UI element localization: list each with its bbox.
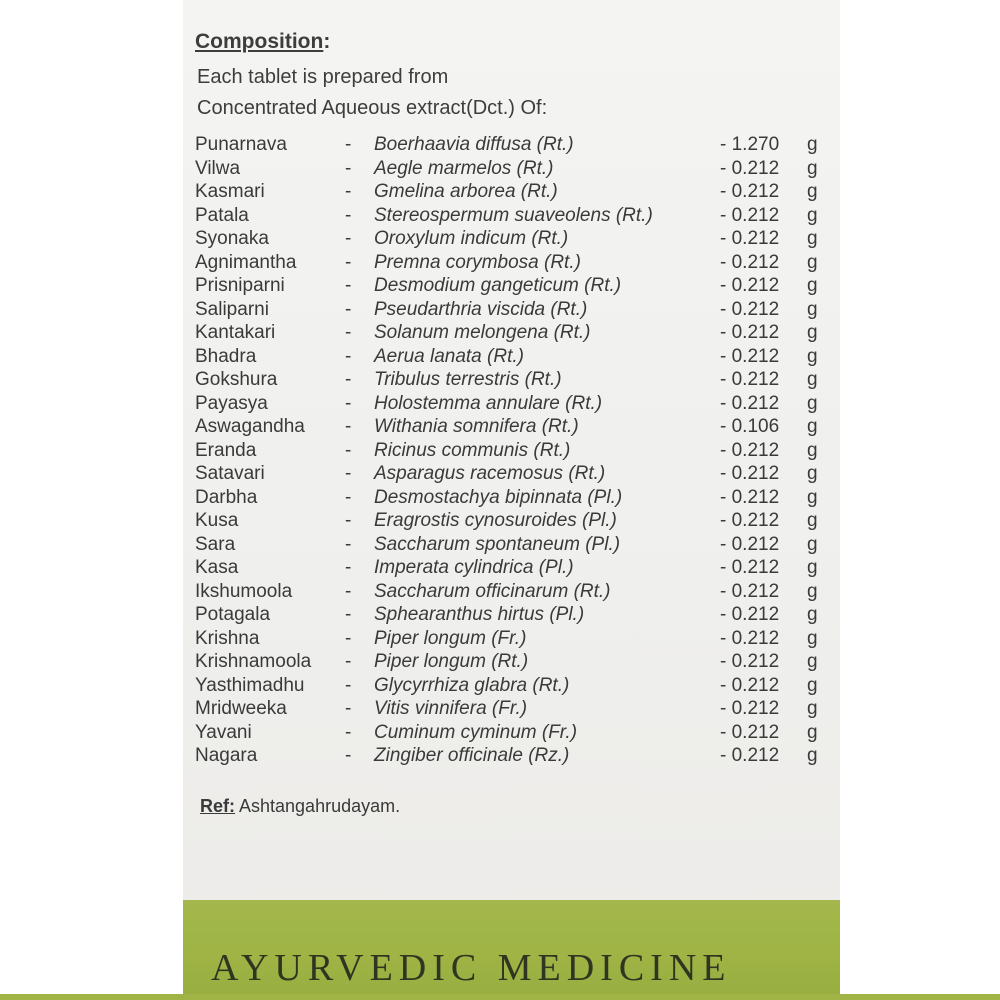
ingredient-separator: - xyxy=(345,251,352,273)
ingredient-row xyxy=(183,744,840,768)
ingredient-quantity: - 0.212 xyxy=(720,463,780,484)
ingredient-name: Ikshumoola xyxy=(195,580,293,602)
ingredient-quantity: - 0.212 xyxy=(720,275,780,296)
ingredient-separator: - xyxy=(345,369,352,390)
ingredient-quantity: - 0.212 xyxy=(720,698,780,719)
ingredient-botanical-name: Glycyrrhiza glabra (Rt.) xyxy=(374,674,570,696)
footer-band xyxy=(183,900,840,1000)
ingredient-botanical-name: Desmodium gangeticum (Rt.) xyxy=(374,275,622,296)
ingredient-name: Sara xyxy=(195,533,236,555)
ingredient-separator: - xyxy=(345,416,352,437)
ingredient-name: Agnimantha xyxy=(195,251,297,273)
ingredient-name: Punarnava xyxy=(195,134,287,155)
ingredient-botanical-name: Piper longum (Rt.) xyxy=(374,651,529,672)
ingredient-botanical-name: Aerua lanata (Rt.) xyxy=(374,345,524,367)
ingredient-row xyxy=(183,345,840,369)
ingredient-quantity: - 0.212 xyxy=(720,322,780,343)
ingredient-separator: - xyxy=(345,345,352,367)
ingredient-unit: g xyxy=(807,510,818,531)
ingredient-quantity: - 0.212 xyxy=(720,204,780,226)
ingredient-unit: g xyxy=(807,745,818,766)
ingredient-name: Kasmari xyxy=(195,181,265,202)
ingredient-row xyxy=(183,274,840,298)
ingredient-separator: - xyxy=(345,439,352,461)
ingredient-unit: g xyxy=(807,322,818,343)
package-label xyxy=(183,0,840,1000)
ingredient-row xyxy=(183,368,840,392)
ingredient-row xyxy=(183,180,840,204)
ingredient-separator: - xyxy=(345,627,352,649)
ingredient-unit: g xyxy=(807,157,818,179)
ingredient-row xyxy=(183,392,840,416)
ingredient-botanical-name: Pseudarthria viscida (Rt.) xyxy=(374,298,588,320)
ingredient-unit: g xyxy=(807,721,818,743)
ingredient-quantity: - 0.212 xyxy=(720,721,780,743)
ingredient-row xyxy=(183,204,840,228)
reference-line xyxy=(200,796,400,817)
ingredient-name: Vilwa xyxy=(195,157,241,179)
ingredient-name: Saliparni xyxy=(195,298,269,320)
ingredient-separator: - xyxy=(345,298,352,320)
ingredient-separator: - xyxy=(345,204,352,226)
composition-heading-text: Composition xyxy=(195,30,324,53)
ingredient-name: Eranda xyxy=(195,439,257,461)
ingredient-botanical-name: Saccharum officinarum (Rt.) xyxy=(374,580,611,602)
ingredient-unit: g xyxy=(807,627,818,649)
ingredient-row xyxy=(183,157,840,181)
ingredient-botanical-name: Tribulus terrestris (Rt.) xyxy=(374,369,562,390)
ingredient-row xyxy=(183,462,840,486)
ingredient-botanical-name: Ricinus communis (Rt.) xyxy=(374,439,571,461)
ingredient-name: Nagara xyxy=(195,745,258,766)
ingredient-unit: g xyxy=(807,463,818,484)
bottom-green-strip xyxy=(0,994,1000,1000)
ayurvedic-medicine-text: AYURVEDIC MEDICINE xyxy=(211,947,732,989)
composition-heading-colon: : xyxy=(323,30,331,53)
ingredient-botanical-name: Withania somnifera (Rt.) xyxy=(374,416,579,437)
ingredient-unit: g xyxy=(807,580,818,602)
ingredient-botanical-name: Stereospermum suaveolens (Rt.) xyxy=(374,204,653,226)
ingredient-unit: g xyxy=(807,533,818,555)
ingredient-unit: g xyxy=(807,251,818,273)
ingredient-quantity: - 0.212 xyxy=(720,745,780,766)
ingredient-unit: g xyxy=(807,486,818,508)
ingredient-unit: g xyxy=(807,228,818,249)
ingredient-name: Yasthimadhu xyxy=(195,674,305,696)
ingredient-quantity: - 0.212 xyxy=(720,345,780,367)
ingredient-botanical-name: Saccharum spontaneum (Pl.) xyxy=(374,533,621,555)
ingredient-name: Bhadra xyxy=(195,345,257,367)
ingredient-botanical-name: Gmelina arborea (Rt.) xyxy=(374,181,558,202)
ingredient-unit: g xyxy=(807,557,818,578)
ingredient-separator: - xyxy=(345,510,352,531)
ingredient-row xyxy=(183,251,840,275)
ingredient-row xyxy=(183,627,840,651)
ingredient-separator: - xyxy=(345,228,352,249)
ingredient-unit: g xyxy=(807,439,818,461)
ingredient-row xyxy=(183,509,840,533)
ingredient-name: Darbha xyxy=(195,486,258,508)
ingredient-separator: - xyxy=(345,557,352,578)
ingredient-unit: g xyxy=(807,674,818,696)
ingredient-row xyxy=(183,298,840,322)
ingredient-unit: g xyxy=(807,298,818,320)
ingredient-botanical-name: Premna corymbosa (Rt.) xyxy=(374,251,581,273)
ingredient-unit: g xyxy=(807,134,818,155)
ingredient-name: Satavari xyxy=(195,463,265,484)
ingredient-botanical-name: Solanum melongena (Rt.) xyxy=(374,322,591,343)
ingredient-quantity: - 0.212 xyxy=(720,674,780,696)
ingredient-row xyxy=(183,133,840,157)
ingredient-botanical-name: Aegle marmelos (Rt.) xyxy=(374,157,554,179)
ingredient-botanical-name: Vitis vinnifera (Fr.) xyxy=(374,698,528,719)
ingredient-botanical-name: Asparagus racemosus (Rt.) xyxy=(374,463,606,484)
ingredient-quantity: - 0.212 xyxy=(720,557,780,578)
ingredient-quantity: - 0.212 xyxy=(720,181,780,202)
ingredient-name: Aswagandha xyxy=(195,416,305,437)
ingredient-name: Syonaka xyxy=(195,228,269,249)
ingredient-separator: - xyxy=(345,181,352,202)
ingredient-unit: g xyxy=(807,204,818,226)
ingredient-botanical-name: Boerhaavia diffusa (Rt.) xyxy=(374,134,574,155)
ingredient-botanical-name: Sphearanthus hirtus (Pl.) xyxy=(374,604,585,625)
ingredient-separator: - xyxy=(345,275,352,296)
ingredient-quantity: - 0.212 xyxy=(720,369,780,390)
ingredient-separator: - xyxy=(345,580,352,602)
ingredient-list xyxy=(183,133,840,768)
ingredient-unit: g xyxy=(807,698,818,719)
ingredient-name: Payasya xyxy=(195,392,268,414)
composition-intro-line-2: Concentrated Aqueous extract(Dct.) Of: xyxy=(197,97,548,119)
ingredient-row xyxy=(183,721,840,745)
ingredient-name: Yavani xyxy=(195,721,252,743)
ingredient-separator: - xyxy=(345,134,352,155)
ingredient-separator: - xyxy=(345,463,352,484)
ingredient-botanical-name: Piper longum (Fr.) xyxy=(374,627,527,649)
ingredient-name: Krishnamoola xyxy=(195,651,312,672)
ingredient-separator: - xyxy=(345,674,352,696)
ingredient-quantity: - 0.212 xyxy=(720,604,780,625)
ingredient-quantity: - 0.212 xyxy=(720,533,780,555)
ingredient-separator: - xyxy=(345,392,352,414)
ingredient-name: Gokshura xyxy=(195,369,278,390)
ingredient-quantity: - 0.212 xyxy=(720,627,780,649)
ingredient-quantity: - 0.212 xyxy=(720,251,780,273)
ingredient-quantity: - 0.212 xyxy=(720,439,780,461)
ingredient-quantity: - 0.212 xyxy=(720,510,780,531)
ingredient-botanical-name: Holostemma annulare (Rt.) xyxy=(374,392,603,414)
ingredient-quantity: - 0.212 xyxy=(720,298,780,320)
ingredient-row xyxy=(183,556,840,580)
ingredient-quantity: - 0.212 xyxy=(720,651,780,672)
ingredient-unit: g xyxy=(807,345,818,367)
ingredient-botanical-name: Cuminum cyminum (Fr.) xyxy=(374,721,578,743)
ingredient-separator: - xyxy=(345,533,352,555)
composition-intro-line-1: Each tablet is prepared from xyxy=(197,66,449,88)
ingredient-name: Prisniparni xyxy=(195,275,285,296)
ingredient-unit: g xyxy=(807,604,818,625)
ingredient-separator: - xyxy=(345,745,352,766)
ingredient-quantity: - 0.106 xyxy=(720,416,780,437)
ingredient-row xyxy=(183,486,840,510)
composition-heading xyxy=(195,30,330,54)
ingredient-separator: - xyxy=(345,604,352,625)
reference-value: Ashtangahrudayam. xyxy=(235,796,401,816)
ingredient-name: Kasa xyxy=(195,557,239,578)
ingredient-separator: - xyxy=(345,157,352,179)
ingredient-botanical-name: Eragrostis cynosuroides (Pl.) xyxy=(374,510,617,531)
ingredient-unit: g xyxy=(807,416,818,437)
ingredient-separator: - xyxy=(345,651,352,672)
ingredient-name: Potagala xyxy=(195,604,271,625)
reference-label: Ref: xyxy=(200,796,235,816)
ingredient-name: Krishna xyxy=(195,627,260,649)
ingredient-row xyxy=(183,697,840,721)
ingredient-quantity: - 0.212 xyxy=(720,486,780,508)
ingredient-separator: - xyxy=(345,486,352,508)
ingredient-row xyxy=(183,580,840,604)
ingredient-name: Mridweeka xyxy=(195,698,287,719)
ingredient-botanical-name: Desmostachya bipinnata (Pl.) xyxy=(374,486,623,508)
ingredient-row xyxy=(183,674,840,698)
ingredient-quantity: - 0.212 xyxy=(720,228,780,249)
ingredient-unit: g xyxy=(807,181,818,202)
ingredient-name: Kusa xyxy=(195,510,239,531)
ingredient-row xyxy=(183,603,840,627)
ingredient-quantity: - 0.212 xyxy=(720,392,780,414)
ingredient-unit: g xyxy=(807,651,818,672)
ingredient-unit: g xyxy=(807,275,818,296)
ingredient-row xyxy=(183,533,840,557)
ingredient-name: Patala xyxy=(195,204,249,226)
ingredient-separator: - xyxy=(345,698,352,719)
ingredient-botanical-name: Zingiber officinale (Rz.) xyxy=(374,745,570,766)
ingredient-name: Kantakari xyxy=(195,322,276,343)
ingredient-botanical-name: Oroxylum indicum (Rt.) xyxy=(374,228,569,249)
ingredient-quantity: - 0.212 xyxy=(720,580,780,602)
ingredient-unit: g xyxy=(807,369,818,390)
ingredient-quantity: - 1.270 xyxy=(720,134,780,155)
ingredient-row xyxy=(183,439,840,463)
ingredient-botanical-name: Imperata cylindrica (Pl.) xyxy=(374,557,574,578)
ingredient-unit: g xyxy=(807,392,818,414)
ingredient-separator: - xyxy=(345,721,352,743)
ingredient-row xyxy=(183,321,840,345)
ingredient-row xyxy=(183,415,840,439)
ingredient-separator: - xyxy=(345,322,352,343)
ingredient-row xyxy=(183,650,840,674)
ingredient-row xyxy=(183,227,840,251)
ingredient-quantity: - 0.212 xyxy=(720,157,780,179)
